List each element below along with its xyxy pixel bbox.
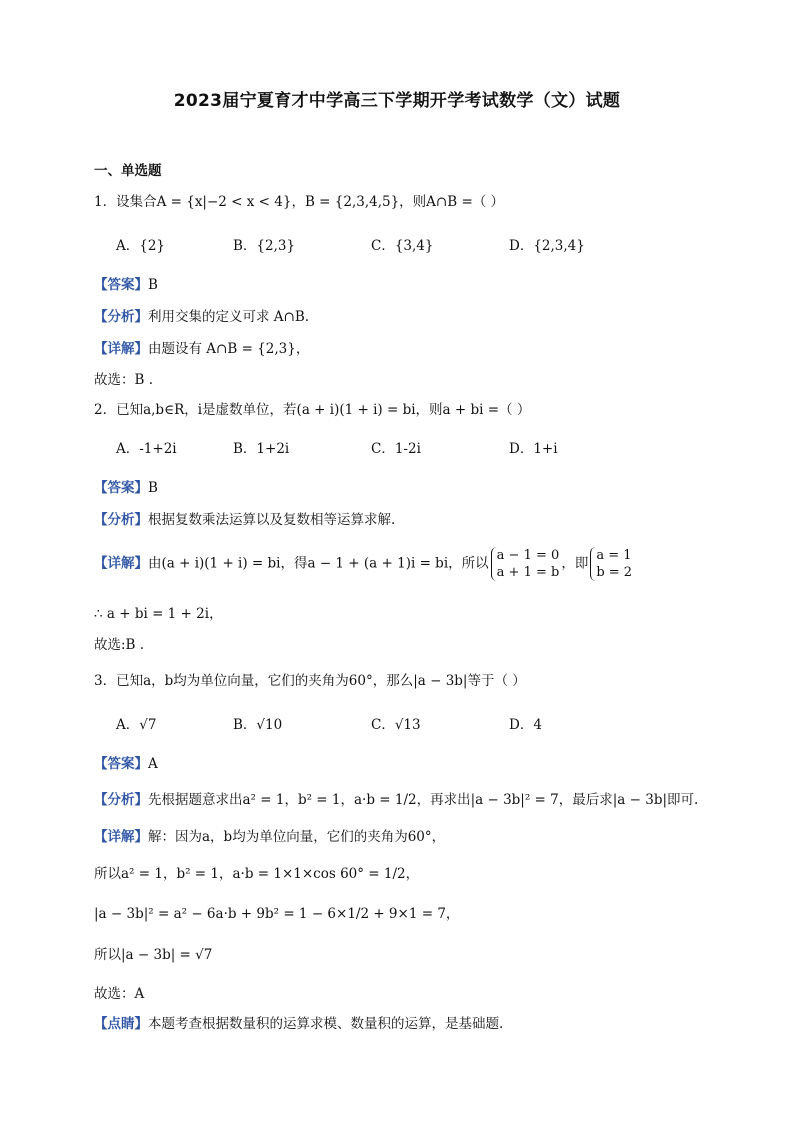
system-2-line-1: a = 1 (596, 548, 632, 563)
question-3-option-d: D．4 (509, 717, 542, 733)
question-3-answer: A (148, 756, 158, 772)
question-2-option-c: C．1-2i (371, 441, 421, 457)
question-2-conclusion: 故选:B . (94, 637, 145, 653)
question-2-stem: 2．已知a,b∈R，i是虚数单位，若(a + i)(1 + i) = bi，则a + bi =（ ） (94, 402, 531, 418)
question-3-stem: 3．已知a，b均为单位向量，它们的夹角为60°，那么|a − 3b|等于（ ） (94, 673, 526, 689)
question-1-stem: 1．设集合A = {x|−2 < x < 4}，B = {2,3,4,5}，则A∩B =（ ） (94, 194, 505, 210)
analysis-label: 【分析】 (94, 309, 148, 325)
comment-label: 【点睛】 (94, 1016, 148, 1032)
question-3-detail-line-2: 所以a² = 1，b² = 1，a·b = 1×1×cos 60° = 1/2， (94, 866, 420, 882)
system-1-line-1: a − 1 = 0 (496, 548, 560, 563)
question-2-analysis: 根据复数乘法运算以及复数相等运算求解. (148, 512, 396, 528)
detail-label: 【详解】 (94, 341, 148, 357)
question-2-option-b: B．1+2i (233, 441, 290, 457)
question-3-analysis: 先根据题意求出a² = 1，b² = 1，a·b = 1/2，再求出|a − 3b|² = 7，最后求|a − 3b|即可. (148, 792, 699, 808)
question-3-option-c: C．√13 (371, 717, 421, 733)
answer-label: 【答案】 (94, 756, 148, 772)
system-1-line-2: a + 1 = b (496, 565, 560, 580)
question-1-answer: B (148, 277, 158, 293)
equation-system-2 (590, 547, 632, 581)
analysis-label: 【分析】 (94, 792, 148, 808)
question-1-option-c: C．{3,4} (371, 238, 434, 254)
question-3-comment: 本题考查根据数量积的运算求模、数量积的运算，是基础题. (148, 1016, 504, 1032)
question-3-answer-row (94, 754, 158, 774)
question-2-detail-row (94, 547, 634, 581)
analysis-label: 【分析】 (94, 512, 148, 528)
question-3-detail-line-3: |a − 3b|² = a² − 6a·b + 9b² = 1 − 6×1/2 + 9×1 = 7， (94, 906, 460, 922)
question-2-answer: B (148, 480, 158, 496)
detail-label: 【详解】 (94, 555, 148, 572)
question-3-option-a: A．√7 (116, 717, 157, 733)
question-2-answer-row (94, 478, 158, 498)
answer-label: 【答案】 (94, 480, 148, 496)
equation-system-1 (491, 547, 560, 581)
question-1-conclusion: 故选：B . (94, 372, 154, 388)
question-1-option-d: D．{2,3,4} (509, 238, 585, 254)
question-3-analysis-row (94, 790, 698, 810)
question-2-detail-mid: ，即 (561, 555, 589, 572)
question-2-detail-prefix: 由(a + i)(1 + i) = bi，得a − 1 + (a + 1)i = bi，所以 (148, 555, 489, 572)
question-1-option-a: A．{2} (116, 238, 166, 254)
question-1-detail: 由题设有 A∩B = {2,3}， (148, 341, 310, 357)
question-3-conclusion: 故选：A (94, 986, 145, 1002)
question-1-analysis: 利用交集的定义可求 A∩B. (148, 309, 310, 325)
question-2-therefore: ∴ a + bi = 1 + 2i， (94, 606, 223, 622)
question-2-analysis-row (94, 510, 395, 530)
system-2-line-2: b = 2 (596, 565, 633, 580)
question-1-option-b: B．{2,3} (233, 238, 296, 254)
question-3-detail-row (94, 827, 445, 847)
question-2-option-a: A．-1+2i (116, 441, 177, 457)
question-3-detail-line-1: 解：因为a，b均为单位向量，它们的夹角为60°， (148, 829, 446, 845)
detail-label: 【详解】 (94, 829, 148, 845)
question-1-detail-row (94, 339, 309, 359)
question-1-analysis-row (94, 307, 309, 327)
question-2-option-d: D．1+i (509, 441, 558, 457)
question-3-comment-row (94, 1014, 503, 1034)
page-title: 2023届宁夏育才中学高三下学期开学考试数学（文）试题 (173, 91, 621, 111)
answer-label: 【答案】 (94, 277, 148, 293)
question-1-answer-row (94, 275, 158, 295)
question-3-detail-line-4: 所以|a − 3b| = √7 (94, 947, 213, 963)
section-heading: 一、单选题 (94, 163, 162, 179)
question-3-option-b: B．√10 (233, 717, 283, 733)
